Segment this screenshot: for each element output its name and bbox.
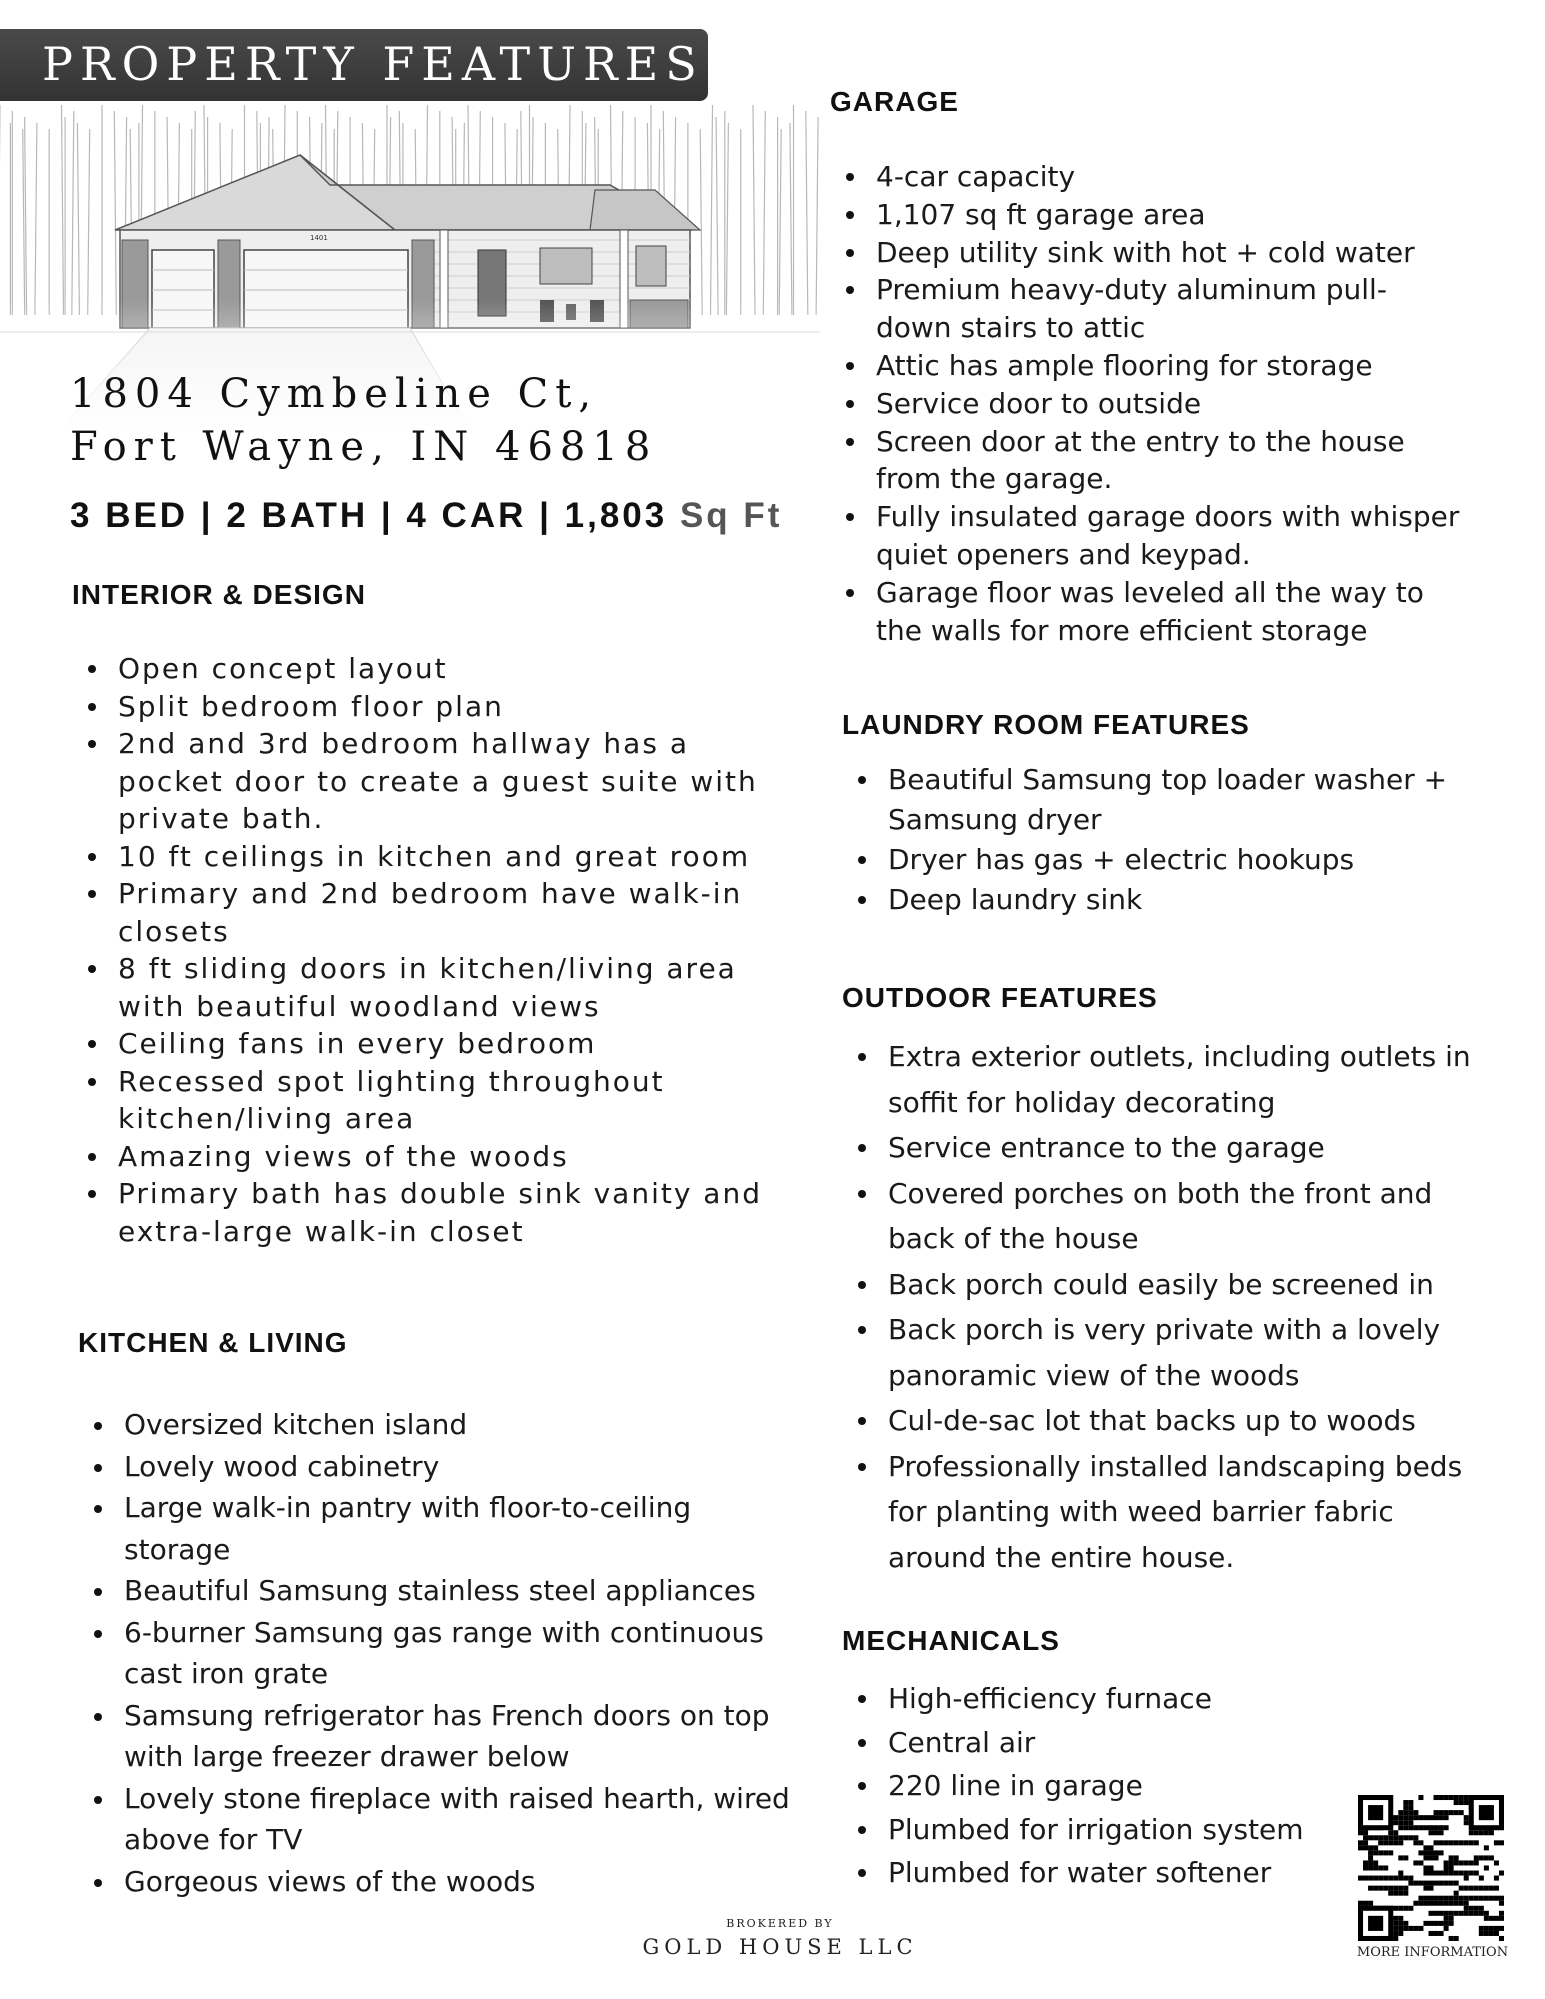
list-item: Back porch could easily be screened in — [854, 1262, 1474, 1308]
list-item: Deep laundry sink — [854, 880, 1474, 920]
garage-list — [842, 158, 1462, 649]
list-item: 4-car capacity — [842, 158, 1462, 196]
laundry-list — [854, 760, 1474, 920]
list-item: Central air — [854, 1721, 1354, 1765]
list-item: Dryer has gas + electric hookups — [854, 840, 1474, 880]
list-item: Attic has ample flooring for storage — [842, 347, 1462, 385]
qr-code-icon[interactable] — [1358, 1795, 1504, 1941]
list-item: High-efficiency furnace — [854, 1677, 1354, 1721]
property-stats — [70, 496, 782, 536]
outdoor-heading: OUTDOOR FEATURES — [842, 982, 1158, 1013]
list-item: Samsung refrigerator has French doors on top with large freezer drawer below — [90, 1695, 800, 1778]
list-item: Recessed spot lighting throughout kitchen/living area — [84, 1063, 784, 1138]
list-item: Cul-de-sac lot that backs up to woods — [854, 1398, 1474, 1444]
house-number-sign: 1401 — [310, 234, 328, 242]
list-item: 2nd and 3rd bedroom hallway has a pocket door to create a guest suite with private bath. — [84, 725, 784, 838]
list-item: Deep utility sink with hot + cold water — [842, 234, 1462, 272]
list-item: Beautiful Samsung stainless steel appliances — [90, 1570, 800, 1612]
list-item: 220 line in garage — [854, 1764, 1354, 1808]
list-item: Garage floor was leveled all the way to the walls for more efficient storage — [842, 574, 1462, 650]
title-banner — [0, 29, 708, 101]
mechanicals-heading: MECHANICALS — [842, 1625, 1060, 1656]
list-item: Fully insulated garage doors with whisper quiet openers and keypad. — [842, 498, 1462, 574]
list-item: Split bedroom floor plan — [84, 688, 784, 726]
stats-sqft-unit: Sq Ft — [667, 496, 783, 535]
list-item: Amazing views of the woods — [84, 1138, 784, 1176]
mechanicals-list — [854, 1677, 1354, 1895]
list-item: Open concept layout — [84, 650, 784, 688]
list-item: Service entrance to the garage — [854, 1125, 1474, 1171]
interior-list — [84, 650, 784, 1250]
list-item: Screen door at the entry to the house from the garage. — [842, 423, 1462, 499]
list-item: Primary bath has double sink vanity and extra-large walk-in closet — [84, 1175, 784, 1250]
page-title: PROPERTY FEATURES — [42, 37, 704, 91]
broker-name: GOLD HOUSE LLC — [642, 1935, 918, 1959]
list-item: Premium heavy-duty aluminum pull-down stairs to attic — [842, 271, 1462, 347]
list-item: 6-burner Samsung gas range with continuous cast iron grate — [90, 1612, 800, 1695]
qr-label: MORE INFORMATION — [1356, 1945, 1509, 1960]
garage-heading: GARAGE — [830, 86, 959, 117]
list-item: Extra exterior outlets, including outlets in soffit for holiday decorating — [854, 1034, 1474, 1125]
list-item: Beautiful Samsung top loader washer + Samsung dryer — [854, 760, 1474, 840]
brokered-by-label: BROKERED BY — [726, 1917, 834, 1930]
address-street: 1804 Cymbeline Ct, — [70, 371, 599, 417]
interior-heading: INTERIOR & DESIGN — [72, 579, 366, 610]
list-item: 8 ft sliding doors in kitchen/living area with beautiful woodland views — [84, 950, 784, 1025]
list-item: Back porch is very private with a lovely panoramic view of the woods — [854, 1307, 1474, 1398]
list-item: Lovely stone fireplace with raised hearth, wired above for TV — [90, 1778, 800, 1861]
list-item: Lovely wood cabinetry — [90, 1446, 800, 1488]
list-item: Plumbed for water softener — [854, 1851, 1354, 1895]
kitchen-heading: KITCHEN & LIVING — [78, 1327, 348, 1358]
address-city: Fort Wayne, IN 46818 — [70, 424, 658, 470]
kitchen-list — [90, 1404, 800, 1902]
list-item: Service door to outside — [842, 385, 1462, 423]
list-item: 10 ft ceilings in kitchen and great room — [84, 838, 784, 876]
list-item: Gorgeous views of the woods — [90, 1861, 800, 1903]
list-item: Covered porches on both the front and back of the house — [854, 1171, 1474, 1262]
laundry-heading: LAUNDRY ROOM FEATURES — [842, 709, 1250, 740]
list-item: Oversized kitchen island — [90, 1404, 800, 1446]
outdoor-list — [854, 1034, 1474, 1580]
list-item: Professionally installed landscaping beds for planting with weed barrier fabric around the entire house. — [854, 1444, 1474, 1581]
list-item: Large walk-in pantry with floor-to-ceiling storage — [90, 1487, 800, 1570]
property-address — [70, 368, 657, 474]
stats-main: 3 BED | 2 BATH | 4 CAR | 1,803 — [70, 496, 668, 535]
list-item: 1,107 sq ft garage area — [842, 196, 1462, 234]
list-item: Plumbed for irrigation system — [854, 1808, 1354, 1852]
list-item: Primary and 2nd bedroom have walk-in closets — [84, 875, 784, 950]
list-item: Ceiling fans in every bedroom — [84, 1025, 784, 1063]
